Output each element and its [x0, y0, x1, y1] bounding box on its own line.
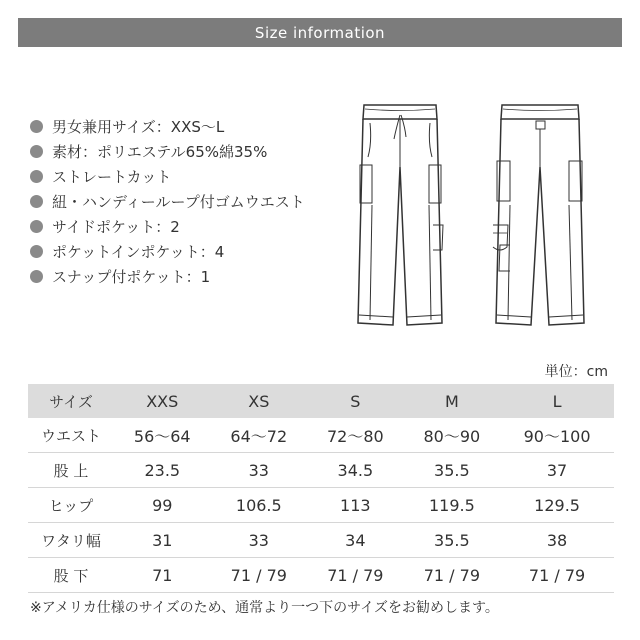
table-header-row: [28, 384, 614, 418]
table-cell: 129.5: [500, 488, 614, 523]
row-label: ワタリ幅: [28, 523, 114, 558]
size-table: [28, 384, 614, 593]
table-cell: 38: [500, 523, 614, 558]
table-cell: 56～64: [114, 418, 211, 453]
table-cell: 34.5: [307, 453, 404, 488]
pants-illustration: [350, 95, 600, 335]
table-cell: 31: [114, 523, 211, 558]
table-cell: 34: [307, 523, 404, 558]
header-cell: L: [500, 384, 614, 418]
bullet-icon: [30, 170, 43, 183]
feature-text: ポケットインポケット：4: [52, 243, 225, 261]
table-cell: 33: [211, 523, 308, 558]
table-cell: 64～72: [211, 418, 308, 453]
table-cell: 80～90: [404, 418, 501, 453]
header-cell: M: [404, 384, 501, 418]
bullet-icon: [30, 220, 43, 233]
feature-item: [30, 264, 305, 289]
table-cell: 72～80: [307, 418, 404, 453]
table-cell: 35.5: [404, 523, 501, 558]
table-cell: 71 / 79: [500, 558, 614, 593]
section-title: Size information: [254, 23, 386, 42]
feature-text: 男女兼用サイズ：XXS～L: [52, 118, 225, 136]
bullet-icon: [30, 195, 43, 208]
table-cell: 113: [307, 488, 404, 523]
table-cell: 90～100: [500, 418, 614, 453]
feature-text: ストレートカット: [52, 168, 172, 186]
size-note: ※アメリカ仕様のサイズのため、通常より一つ下のサイズをお勧めします。: [30, 600, 499, 616]
table-cell: 71 / 79: [404, 558, 501, 593]
table-cell: 99: [114, 488, 211, 523]
table-cell: 119.5: [404, 488, 501, 523]
row-label: ヒップ: [28, 488, 114, 523]
table-cell: 37: [500, 453, 614, 488]
feature-text: スナップ付ポケット：1: [52, 268, 211, 286]
section-header: [18, 18, 622, 47]
table-cell: 106.5: [211, 488, 308, 523]
bullet-icon: [30, 120, 43, 133]
table-cell: 33: [211, 453, 308, 488]
table-row: [28, 558, 614, 593]
bullet-icon: [30, 245, 43, 258]
table-row: [28, 453, 614, 488]
table-cell: 71: [114, 558, 211, 593]
table-row: [28, 523, 614, 558]
feature-text: サイドポケット：2: [52, 218, 180, 236]
feature-text: 紐・ハンディーループ付ゴムウエスト: [52, 193, 305, 211]
feature-item: [30, 114, 305, 139]
header-cell: XS: [211, 384, 308, 418]
unit-label: 単位：cm: [544, 364, 608, 380]
feature-list: [30, 114, 305, 289]
feature-item: [30, 214, 305, 239]
feature-item: [30, 189, 305, 214]
pants-front-icon: [358, 105, 443, 325]
table-cell: 71 / 79: [211, 558, 308, 593]
table-cell: 35.5: [404, 453, 501, 488]
row-label: 股 上: [28, 453, 114, 488]
bullet-icon: [30, 270, 43, 283]
pants-back-icon: [493, 105, 584, 325]
feature-item: [30, 239, 305, 264]
table-row: [28, 488, 614, 523]
feature-text: 素材：ポリエステル65%綿35%: [52, 143, 268, 161]
table-row: [28, 418, 614, 453]
bullet-icon: [30, 145, 43, 158]
header-cell: S: [307, 384, 404, 418]
row-label: 股 下: [28, 558, 114, 593]
feature-item: [30, 164, 305, 189]
table-cell: 23.5: [114, 453, 211, 488]
feature-item: [30, 139, 305, 164]
header-cell: サイズ: [28, 384, 114, 418]
header-cell: XXS: [114, 384, 211, 418]
row-label: ウエスト: [28, 418, 114, 453]
table-cell: 71 / 79: [307, 558, 404, 593]
